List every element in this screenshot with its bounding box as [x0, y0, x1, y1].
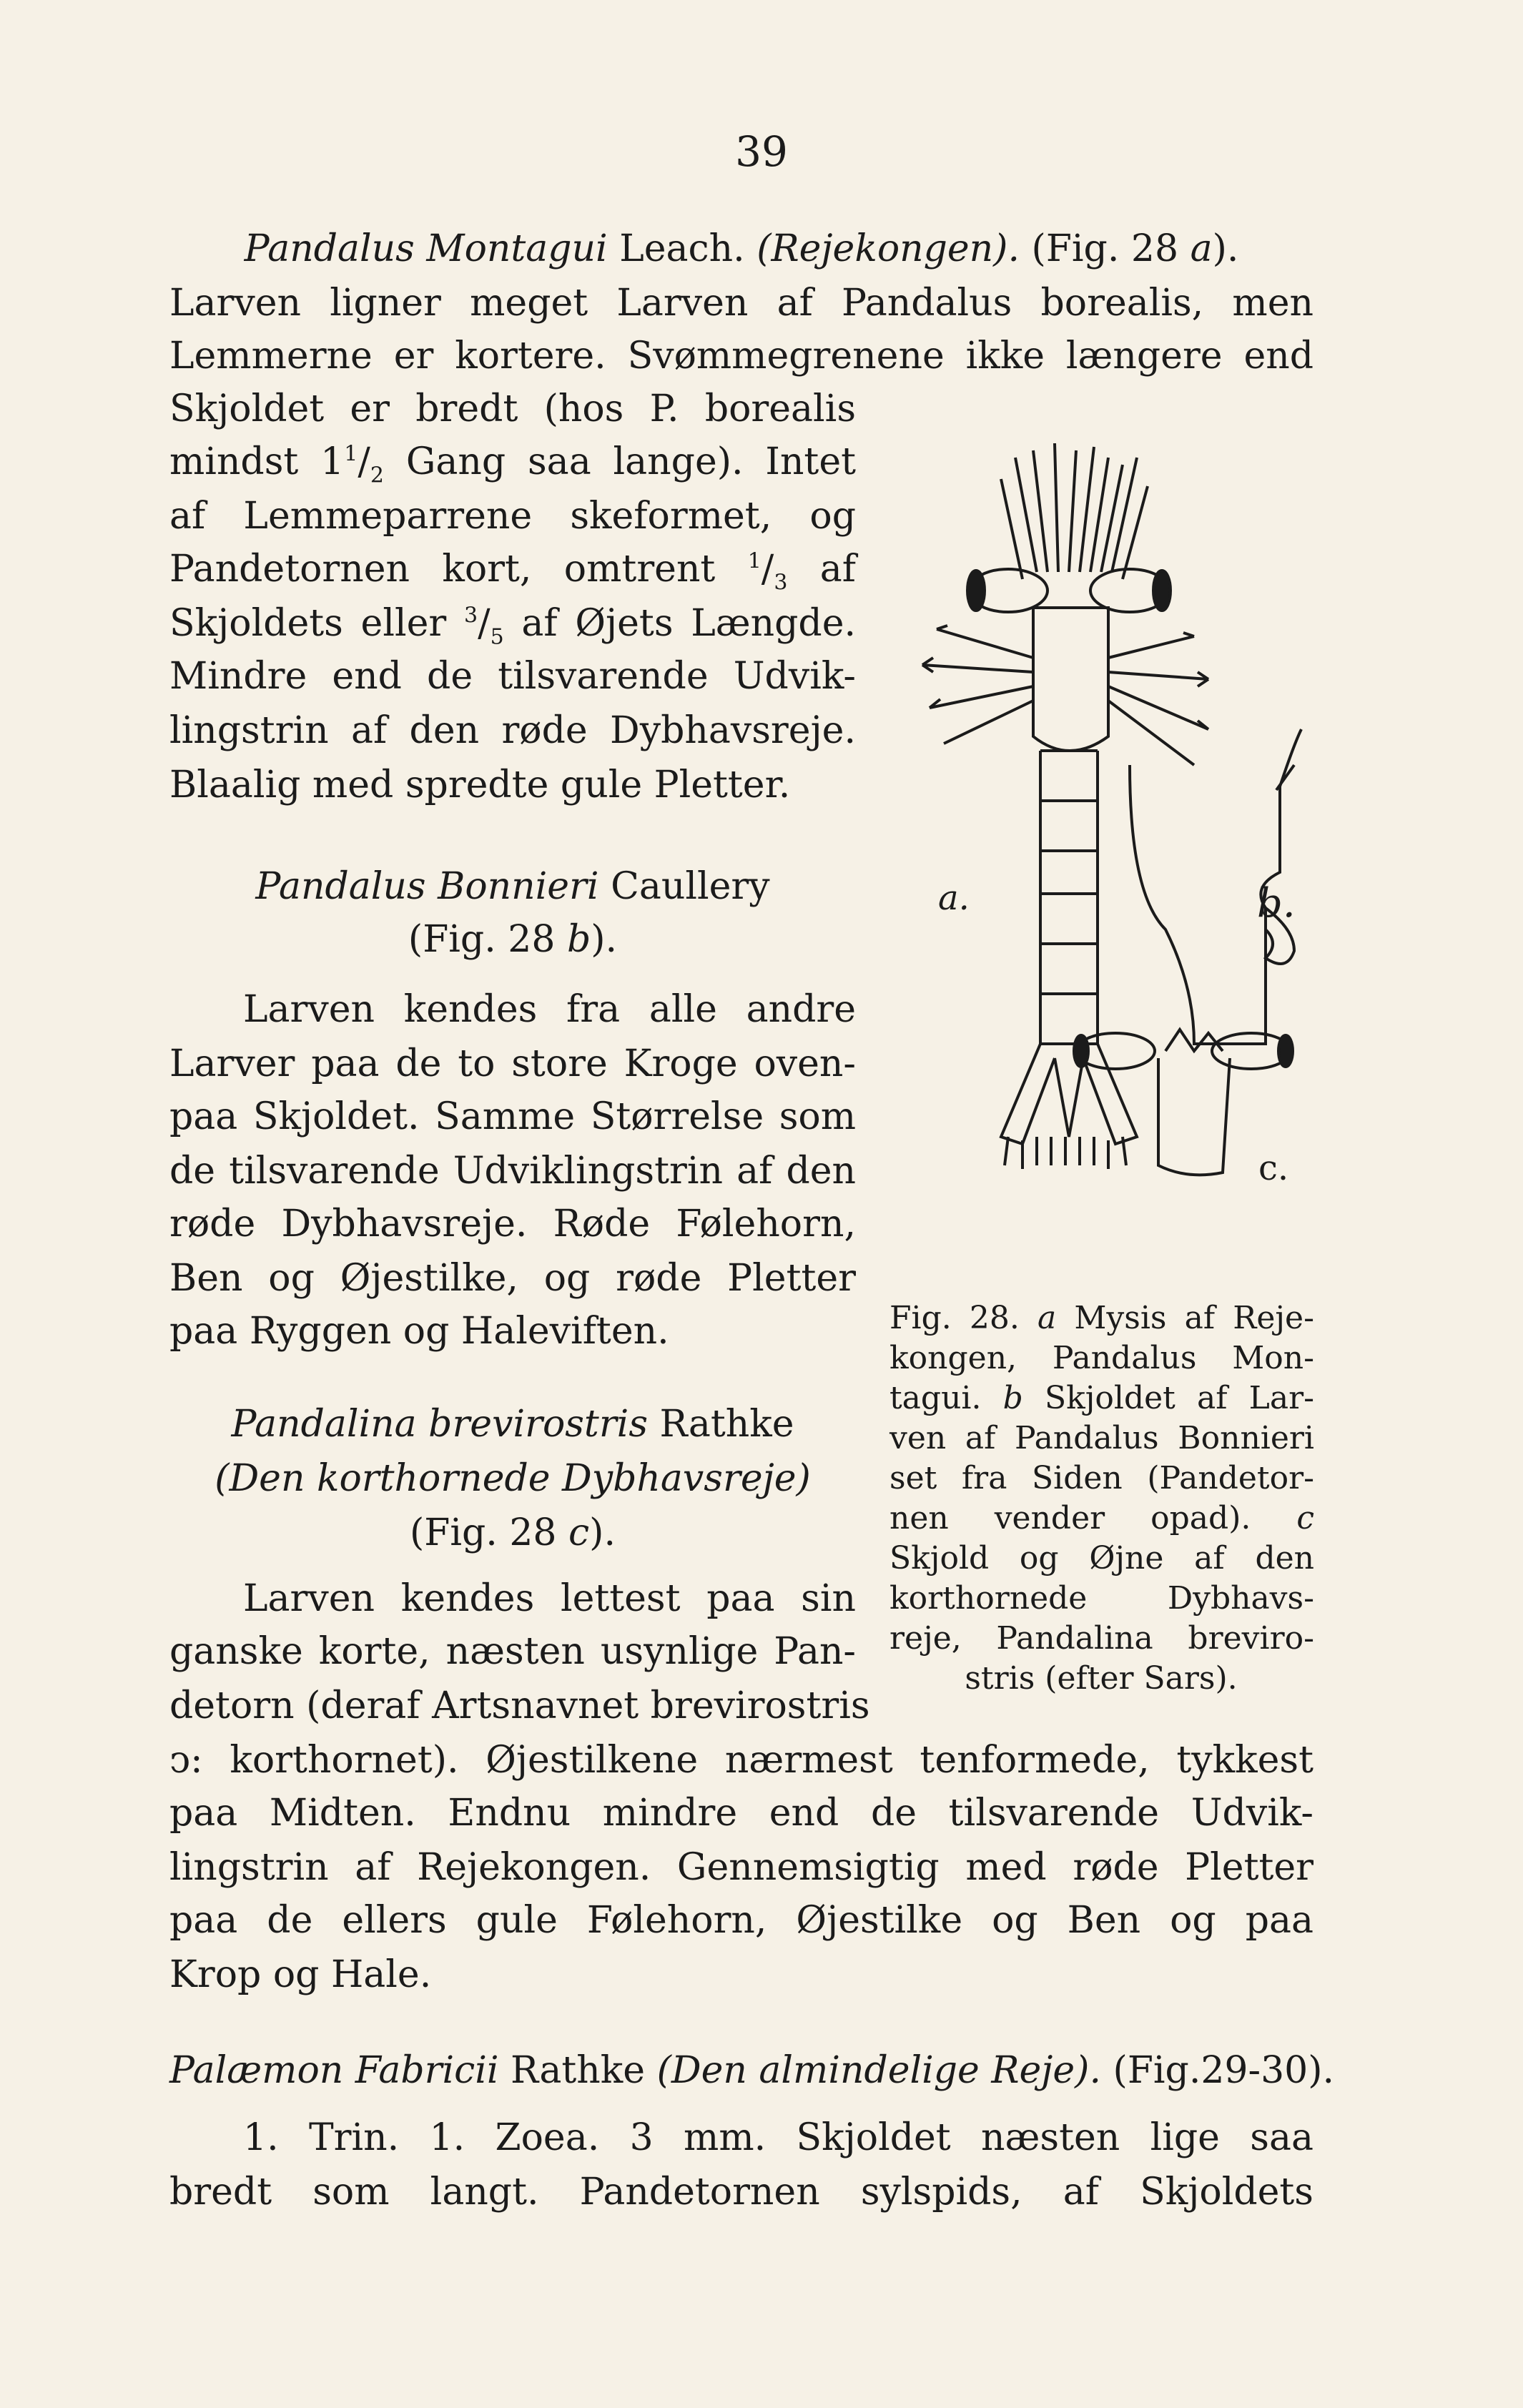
figure-caption-line: Fig. 28. a Mysis af Reje- — [889, 1300, 1314, 1336]
figure-label-c: c. — [1258, 1148, 1289, 1188]
figure-caption-line: tagui. b Skjoldet af Lar- — [889, 1380, 1314, 1416]
figure-caption-line: reje, Pandalina breviro- — [889, 1620, 1314, 1657]
text-line: paa Ryggen og Haleviften. — [169, 1310, 669, 1353]
figure-caption-line: ven af Pandalus Bonnieri — [889, 1420, 1314, 1456]
figure-reference: (Fig. 28 a). — [1031, 227, 1239, 270]
species-common-name: (Den almindelige Reje). — [656, 2049, 1101, 2092]
text-line: Pandetornen kort, omtrent $^1/_3$ af — [169, 548, 856, 596]
figure-label-b: b. — [1257, 880, 1296, 927]
text-line: paa Skjoldet. Samme Størrelse som — [169, 1095, 856, 1138]
text-line: røde Dybhavsreje. Røde Følehorn, — [169, 1203, 856, 1245]
text-line: 1. Trin. 1. Zoea. 3 mm. Skjoldet næsten lige saa — [243, 2116, 1313, 2159]
text-line: Krop og Hale. — [169, 1953, 432, 1996]
section-heading-pandalus-bonnieri — [169, 865, 856, 908]
species-author: Rathke — [659, 1403, 794, 1446]
figure-caption-line: Skjold og Øjne af den — [889, 1540, 1314, 1576]
text-line: Larver paa de to store Kroge oven- — [169, 1042, 856, 1085]
species-name: Pandalus Montagui — [244, 227, 608, 270]
text-line: Larven kendes lettest paa sin — [243, 1577, 856, 1620]
text-line: Skjoldet er bredt (hos P. borealis — [169, 388, 856, 430]
figure-28-illustration — [894, 429, 1323, 1273]
page-number: 39 — [735, 127, 788, 176]
figure-caption-line: set fra Siden (Pandetor- — [889, 1460, 1314, 1496]
figure-caption-line: stris (efter Sars). — [965, 1660, 1238, 1697]
text-line: paa de ellers gule Følehorn, Øjestilke og Ben og paa — [169, 1899, 1313, 1942]
species-author: Rathke — [511, 2049, 646, 2092]
figure-reference: (Fig.29-30). — [1113, 2049, 1335, 2092]
figure-reference: (Fig. 28 c). — [410, 1511, 616, 1554]
figure-caption-line: korthornede Dybhavs- — [889, 1580, 1314, 1617]
section-heading-pandalina-brevirostris — [169, 1403, 856, 1446]
species-author: Caullery — [611, 865, 770, 908]
larva-a-drawing — [922, 443, 1208, 1169]
text-line: Lemmerne er kortere. Svømmegrenene ikke længere end — [169, 335, 1313, 378]
figure-reference: (Fig. 28 b). — [408, 918, 618, 961]
text-line: Mindre end de tilsvarende Udvik- — [169, 655, 856, 698]
species-name: Pandalina brevirostris — [231, 1403, 648, 1446]
figure-caption-line: nen vender opad). c — [889, 1500, 1314, 1536]
text-line: af Lemmeparrene skeformet, og — [169, 495, 856, 538]
species-author: Leach. — [619, 227, 745, 270]
text-line: Larven ligner meget Larven af Pandalus borealis, men — [169, 282, 1313, 325]
text-line: de tilsvarende Udviklingstrin af den — [169, 1150, 856, 1193]
species-common-name: (Den korthornede Dybhavsreje) — [215, 1457, 811, 1500]
text-line: mindst $1^1/_2$ Gang saa lange). Intet — [169, 440, 856, 488]
text-line: lingstrin af Rejekongen. Gennemsigtig med røde Pletter — [169, 1846, 1313, 1889]
text-line: Blaalig med spredte gule Pletter. — [169, 764, 791, 806]
species-name: Pandalus Bonnieri — [255, 865, 599, 908]
text-line: ganske korte, næsten usynlige Pan- — [169, 1630, 856, 1673]
text-line: paa Midten. Endnu mindre end de tilsvarende Udvik- — [169, 1792, 1313, 1835]
section-heading-pandalus-montagui — [169, 227, 1313, 270]
text-line: lingstrin af den røde Dybhavsreje. — [169, 709, 856, 752]
species-name: Palæmon Fabricii — [169, 2049, 499, 2092]
text-line: detorn (deraf Artsnavnet brevirostris — [169, 1684, 870, 1727]
figure-label-a: a. — [938, 878, 970, 918]
species-common-name: (Rejekongen). — [756, 227, 1020, 270]
text-line: Ben og Øjestilke, og røde Pletter — [169, 1257, 856, 1300]
text-line: Larven kendes fra alle andre — [243, 988, 856, 1031]
text-line: ↄ: korthornet). Øjestilkene nærmest tenformede, tykkest — [169, 1739, 1313, 1782]
text-line: Skjoldets eller $^3/_5$ af Øjets Længde. — [169, 602, 857, 650]
section-heading-palaemon-fabricii — [169, 2049, 1335, 2092]
text-line: bredt som langt. Pandetornen sylspids, af Skjoldets — [169, 2171, 1313, 2214]
figure-caption-line: kongen, Pandalus Mon- — [889, 1340, 1314, 1376]
